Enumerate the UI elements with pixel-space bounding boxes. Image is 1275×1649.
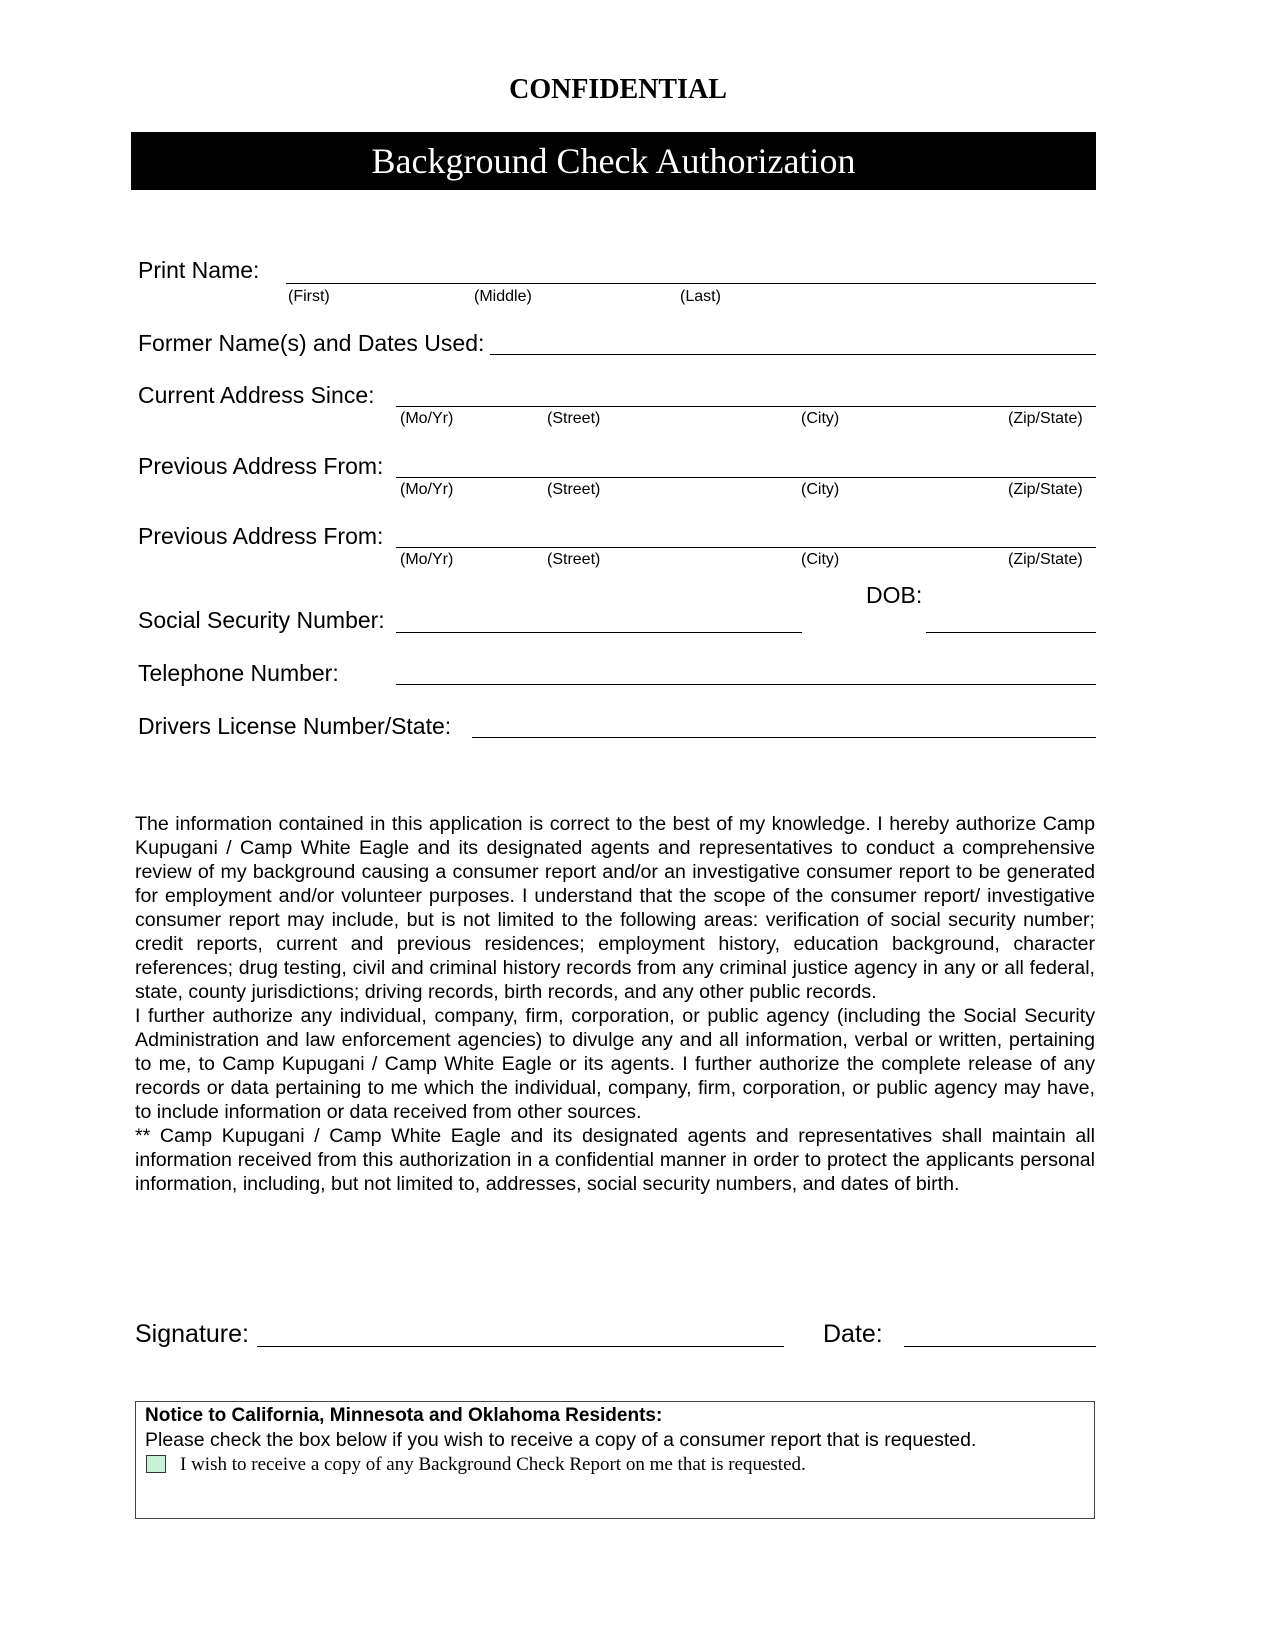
authorization-paragraph-1: The information contained in this application is correct to the best of my knowledge. I hereby authorize Camp Kupugani / Camp White Eagle and its designated agents and representatives to conduct a comprehensive review of my background causing a consumer report and/or an investigative consumer report to be generated for employment and/or volunteer purposes. I understand that the scope of the consumer report/ investigative consumer report may include, but is not limited to the following areas: verification of social security number; credit reports, current and previous residences; employment history, education background, character references; drug testing, civil and criminal history records from any criminal justice agency in any or all federal, state, county jurisdictions; driving records, birth records, and any other public records. (135, 813, 1095, 1003)
ssn-field[interactable] (396, 632, 802, 633)
previous-address-1-field[interactable] (396, 477, 1096, 478)
telephone-field[interactable] (396, 684, 1096, 685)
previous-address-1-city-caption: (City) (801, 481, 840, 498)
signature-field[interactable] (257, 1346, 784, 1347)
first-name-caption: (First) (288, 288, 330, 305)
dob-field[interactable] (926, 632, 1096, 633)
telephone-label: Telephone Number: (138, 660, 339, 686)
dob-label: DOB: (866, 582, 923, 608)
signature-label: Signature: (135, 1320, 249, 1348)
middle-name-caption: (Middle) (474, 288, 532, 305)
previous-address-2-label: Previous Address From: (138, 523, 384, 549)
previous-address-2-moyr-caption: (Mo/Yr) (400, 551, 454, 568)
authorization-text (135, 812, 1095, 1196)
print-name-field[interactable] (286, 283, 1096, 284)
copy-request-checkbox-label: I wish to receive a copy of any Background Check Report on me that is requested. (180, 1454, 806, 1475)
drivers-license-field[interactable] (472, 737, 1096, 738)
current-address-street-caption: (Street) (547, 410, 601, 427)
current-address-zipstate-caption: (Zip/State) (1008, 410, 1083, 427)
current-address-moyr-caption: (Mo/Yr) (400, 410, 454, 427)
date-field[interactable] (904, 1346, 1096, 1347)
date-label: Date: (823, 1320, 883, 1348)
current-address-city-caption: (City) (801, 410, 840, 427)
copy-request-checkbox[interactable] (146, 1455, 166, 1473)
last-name-caption: (Last) (680, 288, 721, 305)
former-names-field[interactable] (490, 354, 1096, 355)
confidential-heading: CONFIDENTIAL (509, 74, 727, 105)
previous-address-2-city-caption: (City) (801, 551, 840, 568)
print-name-label: Print Name: (138, 257, 260, 283)
previous-address-1-label: Previous Address From: (138, 453, 384, 479)
notice-instruction: Please check the box below if you wish to receive a copy of a consumer report that is requested. (145, 1429, 977, 1451)
drivers-license-label: Drivers License Number/State: (138, 713, 452, 739)
form-title-banner: Background Check Authorization (131, 132, 1096, 190)
authorization-paragraph-2: I further authorize any individual, company, firm, corporation, or public agency (including the Social Security Administration and law enforcement agencies) to divulge any and all information, verbal or written, pertaining to me, to Camp Kupugani / Camp White Eagle or its agents. I further authorize the complete release of any records or data pertaining to me which the individual, company, firm, corporation, or public agency may have, to include information or data received from other sources. (135, 1005, 1095, 1123)
previous-address-1-moyr-caption: (Mo/Yr) (400, 481, 454, 498)
authorization-paragraph-3: ** Camp Kupugani / Camp White Eagle and its designated agents and representatives shall maintain all information received from this authorization in a confidential manner in order to protect the applicants personal information, including, but not limited to, addresses, social security numbers, and dates of birth. (135, 1125, 1095, 1195)
current-address-label: Current Address Since: (138, 382, 375, 408)
previous-address-1-zipstate-caption: (Zip/State) (1008, 481, 1083, 498)
previous-address-2-field[interactable] (396, 547, 1096, 548)
ssn-label: Social Security Number: (138, 607, 385, 633)
notice-heading: Notice to California, Minnesota and Oklahoma Residents: (145, 1405, 663, 1426)
previous-address-2-zipstate-caption: (Zip/State) (1008, 551, 1083, 568)
previous-address-1-street-caption: (Street) (547, 481, 601, 498)
current-address-field[interactable] (396, 406, 1096, 407)
former-names-label: Former Name(s) and Dates Used: (138, 330, 485, 356)
previous-address-2-street-caption: (Street) (547, 551, 601, 568)
